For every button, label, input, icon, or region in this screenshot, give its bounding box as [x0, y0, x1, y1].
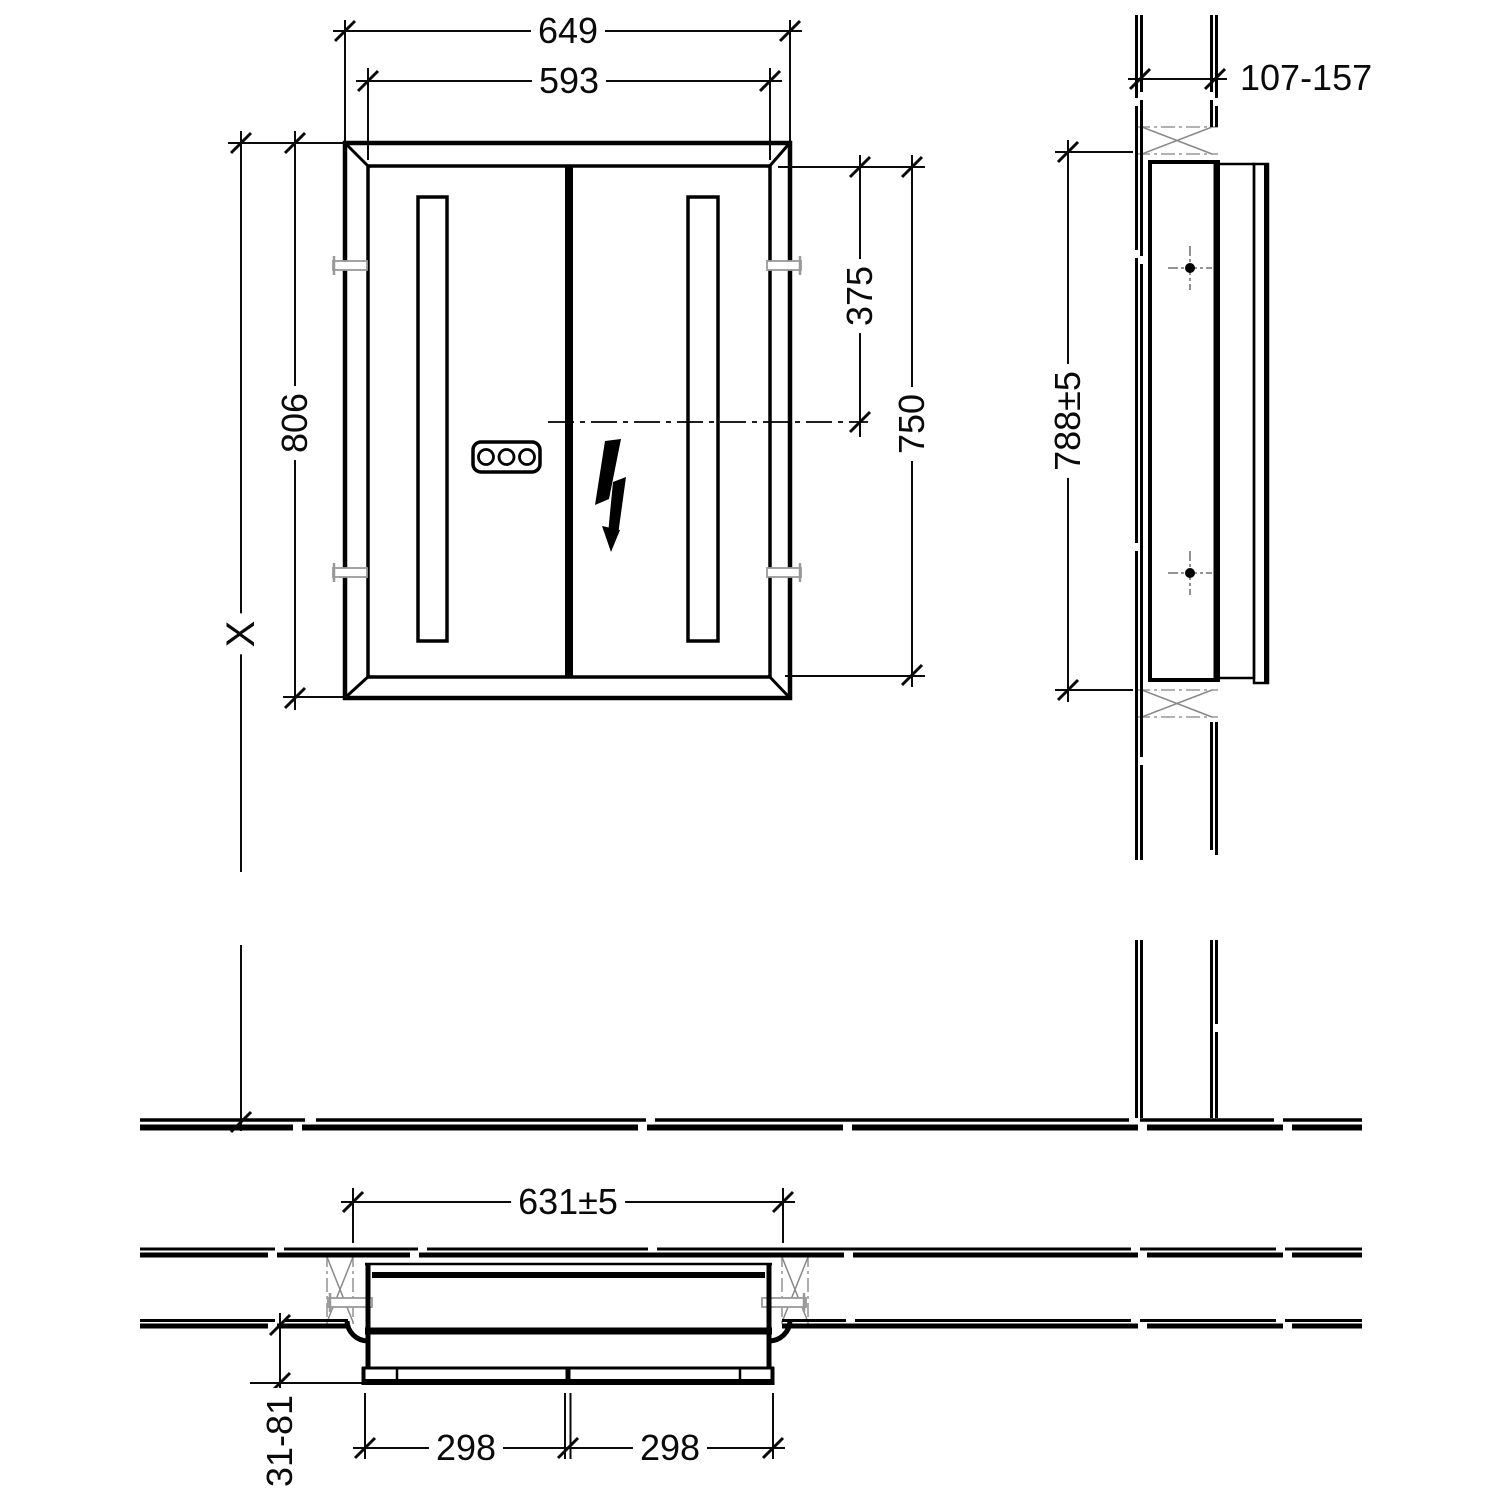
side-view: [1136, 127, 1268, 717]
dim-outer-width-label: 649: [531, 12, 605, 50]
dim-door-width-left-label: 298: [429, 1429, 503, 1467]
mounting-dot-icon: [1168, 246, 1212, 290]
extension-lines: [228, 20, 1133, 1459]
niche-filler-hatch-bottom: [1136, 690, 1218, 717]
dim-mounting-height-label: X: [220, 614, 262, 655]
dim-niche-height-label: 788±5: [1049, 364, 1087, 478]
power-socket-icon: [473, 442, 540, 472]
stud-hatch-right: [782, 1253, 808, 1326]
dim-wall-depth-label: 107-157: [1236, 59, 1376, 97]
mounting-dot-icon: [1168, 551, 1212, 595]
carcass-side: [1150, 162, 1218, 680]
frame-side: [1218, 164, 1254, 678]
dim-socket-center-label: 375: [841, 259, 879, 333]
carcass-plan: [347, 1263, 790, 1368]
led-strip-left: [418, 197, 447, 641]
dim-door-width-right-label: 298: [633, 1429, 707, 1467]
dim-niche-width-label: 631±5: [511, 1183, 625, 1221]
lightning-bolt-icon: [595, 439, 626, 552]
dim-door-height-label: 750: [893, 387, 931, 461]
niche-filler-hatch-top: [1136, 127, 1218, 154]
dim-protrusion-label: 31-81: [261, 1388, 299, 1494]
mounting-clips-plan: [328, 1293, 806, 1312]
generated-lines: [140, 15, 1362, 1458]
dim-cabinet-height-label: 806: [276, 386, 314, 460]
mirror-doors-plan: [362, 1367, 774, 1385]
led-strip-right: [688, 197, 718, 641]
plan-view: [327, 1253, 808, 1385]
dim-mirror-width-label: 593: [532, 62, 606, 100]
stud-hatch-left: [327, 1253, 353, 1326]
front-view: [333, 143, 868, 698]
dimension-lines: [241, 31, 1227, 1448]
